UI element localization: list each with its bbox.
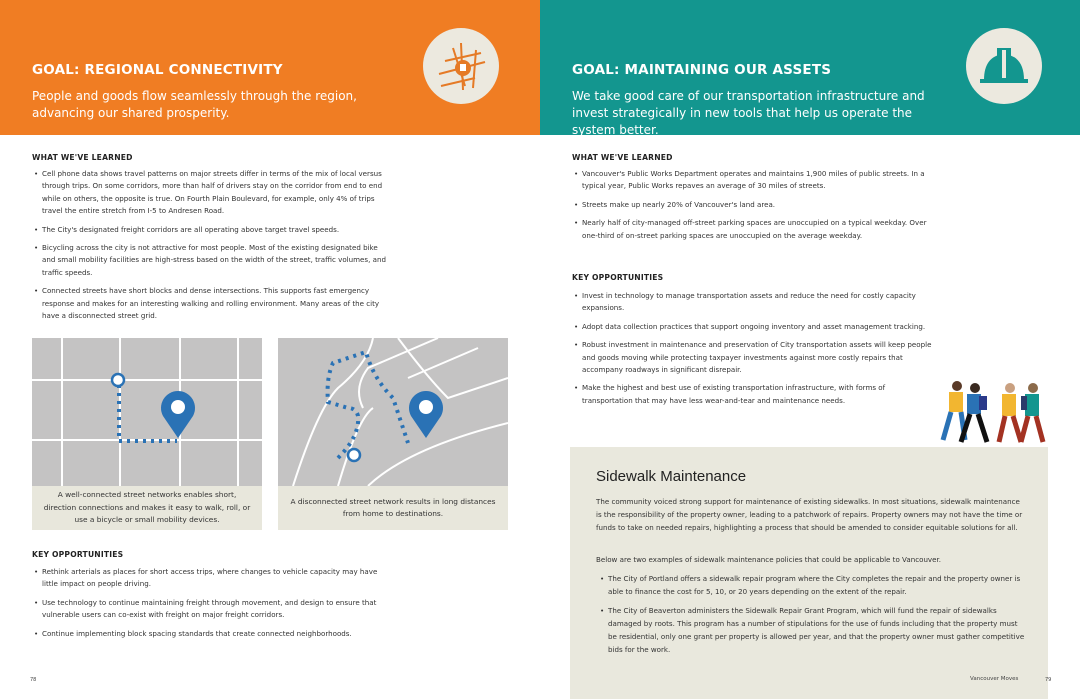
list-item: • Streets make up nearly 20% of Vancouver's land area. (572, 199, 932, 211)
connected-grid-illustration (32, 338, 262, 486)
footer-title: Vancouver Moves (970, 676, 1019, 682)
list-item: • Rethink arterials as places for short access trips, where changes to vehicle capacity may have little impact on people driving. (32, 566, 392, 591)
list-item: • Connected streets have short blocks and dense intersections. This supports fast emergency response and makes for an interesting walking and rolling environment. Many areas of the city have a disconnected street grid. (32, 285, 392, 322)
map1-caption: A well-connected street networks enables short, direction connections and makes it easy to walk, roll, or use a bicycle or small mobility devices. (43, 490, 251, 525)
list-item: • Cell phone data shows travel patterns on major streets differ in terms of the mix of local versus through trips. On some corridors, more than half of drivers stay on the corridor from end to end while on others, the opposite is true. On Fourth Plain Boulevard, for example, only 4% of trips travel the entire stretch from I-5 to Andresen Road. (32, 168, 392, 218)
left-header-band (0, 0, 540, 135)
people-walking-illustration (935, 378, 1065, 448)
disconnected-grid-illustration (278, 338, 508, 486)
page-number-right: 79 (1045, 677, 1052, 683)
sidewalk-paragraph-2: Below are two examples of sidewalk maintenance policies that could be applicable to Vancouver. (596, 555, 942, 564)
hard-hat-icon (966, 28, 1042, 104)
right-learned-list (572, 168, 932, 248)
sidewalk-examples-list (598, 572, 1028, 662)
list-item: • Adopt data collection practices that support ongoing inventory and asset management tracking. (572, 321, 932, 333)
right-learned-heading: WHAT WE'VE LEARNED (572, 153, 673, 162)
sidewalk-paragraph-1: The community voiced strong support for maintenance of existing sidewalks. In most situations, sidewalk maintenance is the responsibility of the property owner, leading to a patchwork of repairs. Property owners may not have the time or funds to take on needed repairs, highlighting a process that should be amended to consider equitable solutions for all. (596, 497, 1023, 532)
right-opportunities-list (572, 290, 932, 413)
connectivity-icon (423, 28, 499, 104)
right-goal-title: GOAL: MAINTAINING OUR ASSETS (572, 62, 832, 78)
list-item: • Continue implementing block spacing standards that create connected neighborhoods. (32, 628, 392, 640)
list-item: • Robust investment in maintenance and preservation of City transportation assets will keep people and goods moving while protecting taxpayer investments against more costly repairs that accompany roadways in significant disrepair. (572, 339, 932, 376)
left-opportunities-list (32, 566, 392, 646)
left-goal-title: GOAL: REGIONAL CONNECTIVITY (32, 62, 283, 78)
sidewalk-title: Sidewalk Maintenance (596, 468, 747, 485)
list-item: • The City of Beaverton administers the Sidewalk Repair Grant Program, which will fund the repair of sidewalks damaged by roots. This program has a number of stipulations for the use of funds including that the property must be residential, only one grant per property is allowed per year, and that the property owner must gather competitive bids for the work. (598, 604, 1028, 656)
list-item: • The City of Portland offers a sidewalk repair program where the City completes the repair and the property owner is able to finance the cost for 5, 10, or 20 years depending on the extent of the repair. (598, 572, 1028, 598)
connected-network-map (32, 338, 262, 530)
list-item: • Nearly half of city-managed off-street parking spaces are unoccupied on a typical weekday. Over one-third of on-street parking spaces are unoccupied on the average weekday. (572, 217, 932, 242)
left-learned-list (32, 168, 392, 328)
list-item: • The City's designated freight corridors are all operating above target travel speeds. (32, 224, 392, 236)
right-goal-subtitle: We take good care of our transportation infrastructure and invest strategically in new tools that help us operate the system better. (572, 89, 925, 137)
sidewalk-maintenance-panel (570, 447, 1048, 699)
disconnected-network-map (278, 338, 508, 530)
left-goal-subtitle: People and goods flow seamlessly through the region, advancing our shared prosperity. (32, 89, 357, 120)
right-header-band (540, 0, 1080, 135)
list-item: • Bicycling across the city is not attractive for most people. Most of the existing designated bike and small mobility facilities are high-stress based on the width of the street, traffic volumes, and traffic speeds. (32, 242, 392, 279)
page-number-left: 78 (30, 677, 37, 683)
list-item: • Make the highest and best use of existing transportation infrastructure, with forms of transportation that may have less wear-and-tear and maintenance needs. (572, 382, 932, 407)
list-item: • Invest in technology to manage transportation assets and reduce the need for costly capacity expansions. (572, 290, 932, 315)
map2-caption: A disconnected street network results in long distances from home to destinations. (290, 496, 496, 518)
list-item: • Vancouver's Public Works Department operates and maintains 1,900 miles of public streets. In a typical year, Public Works repaves an average of 30 miles of streets. (572, 168, 932, 193)
left-opportunities-heading: KEY OPPORTUNITIES (32, 550, 124, 559)
left-learned-heading: WHAT WE'VE LEARNED (32, 153, 133, 162)
list-item: • Use technology to continue maintaining freight through movement, and design to ensure that vulnerable users can co-exist with freight on major freight corridors. (32, 597, 392, 622)
right-opportunities-heading: KEY OPPORTUNITIES (572, 273, 664, 282)
